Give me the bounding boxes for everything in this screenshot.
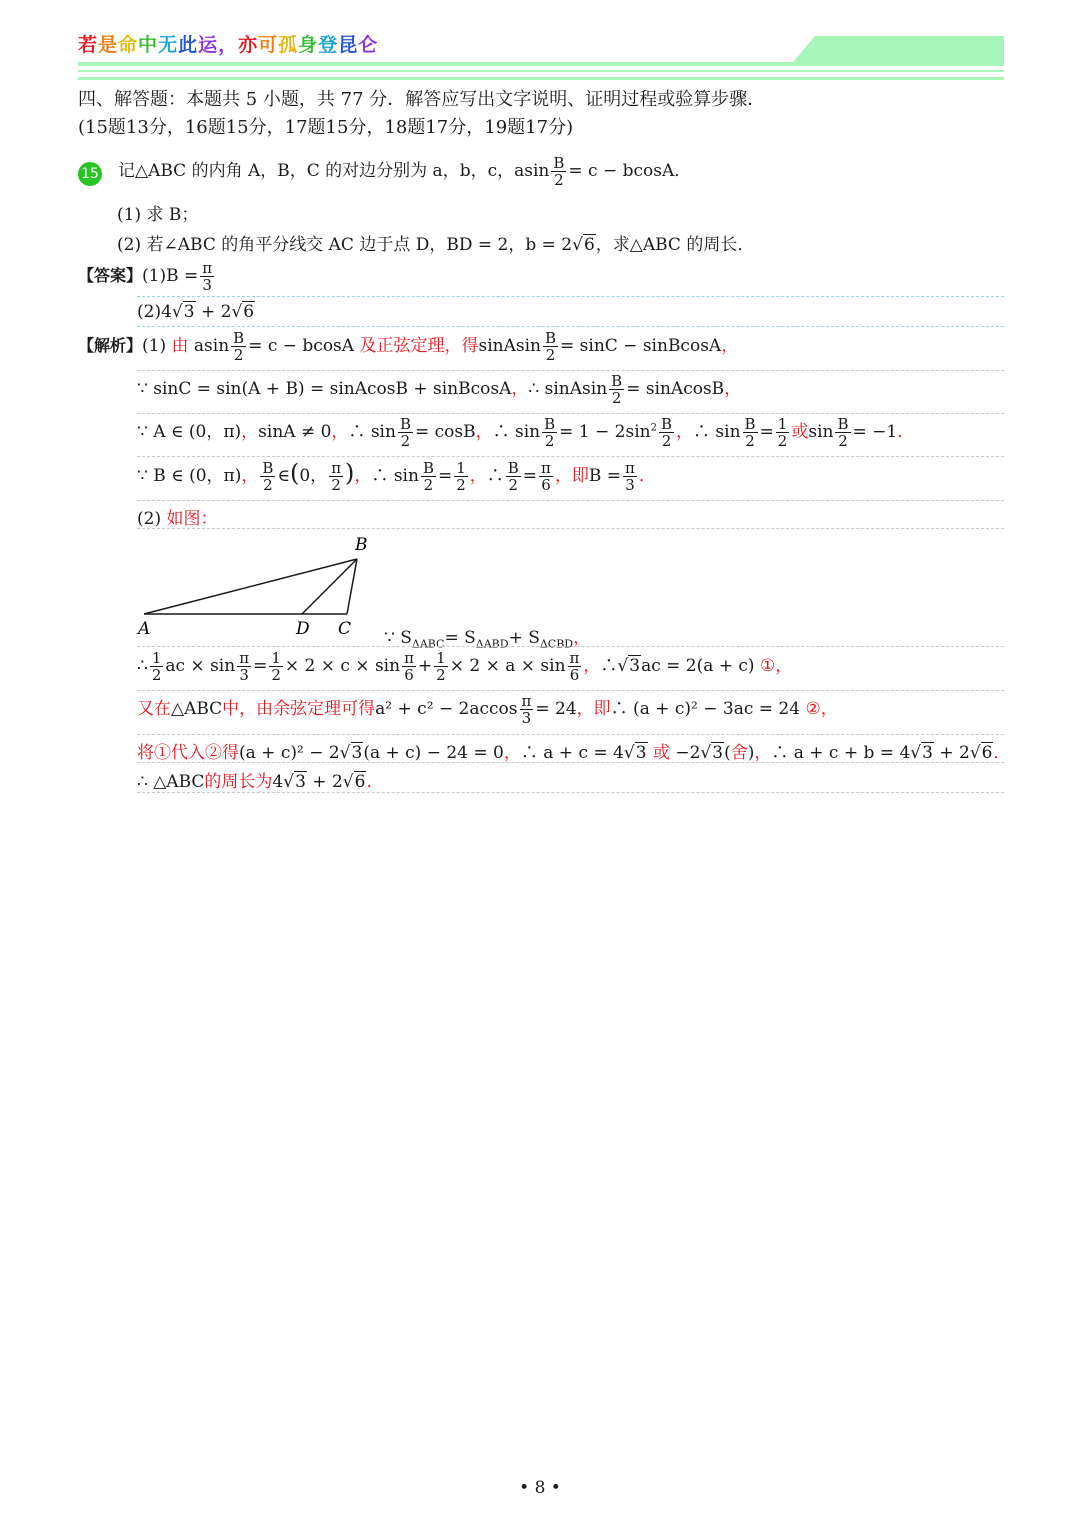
slogan-char: 身 — [298, 34, 319, 56]
problem-number-badge: 15 — [78, 162, 102, 186]
area-equation: ∵ $S_{\Delta ABC}= S_{\Delta ABD}+ S_{\Delta CBD}$， — [384, 628, 591, 651]
analysis-label: 【解析】 — [78, 336, 143, 355]
slogan-char: 孤 — [278, 34, 299, 56]
triangle-figure — [130, 530, 390, 645]
slogan-char: 若 — [78, 34, 99, 56]
divider — [137, 456, 1004, 457]
section-title: 四、解答题：本题共 5 小题，共 77 分．解答应写出文字说明、证明过程或验算步骤． — [78, 89, 766, 110]
page-number: • 8 • — [519, 1478, 561, 1498]
answer-line-2: (2)4√3 + 2√6 — [137, 302, 255, 322]
slogan-char: 运 — [198, 34, 219, 56]
divider — [137, 734, 1004, 735]
analysis-line-1: 【解析】(1) 由 asin $\frac{B}{2}$ = c − bcosA 及正弦定理，得sinAsin $\frac{B}{2}$ = sinC − sinBcosA， — [78, 329, 739, 364]
problem-part2: (2) 若∠ABC 的角平分线交 AC 边于点 D，BD = 2，b = 2√6，求△ABC 的周长． — [117, 235, 755, 255]
answer-label: 【答案】 — [78, 266, 143, 285]
divider — [137, 500, 1004, 501]
divider — [137, 370, 1004, 371]
slogan-char: 昆 — [338, 34, 359, 56]
analysis-line-2: ∵ sinC = sin(A + B) = sinAcosB + sinBcosA，∴ sinAsin $\frac{B}{2}$ = sinAcosB， — [137, 372, 742, 407]
vertex-label-d: D — [296, 619, 310, 639]
divider — [137, 792, 1004, 793]
divider — [137, 413, 1004, 414]
vertex-label-b: B — [355, 535, 368, 555]
slogan-char: 中 — [138, 34, 159, 56]
divider — [137, 528, 1004, 529]
slogan-char: 是 — [98, 34, 119, 56]
problem-stem: 记△ABC 的内角 A，B，C 的对边分别为 a，b，c，asin $\frac{B}{2}$ = c − bcosA． — [118, 154, 692, 189]
answer-line-1: 【答案】(1)B = $\frac{\pi}{3}$ — [78, 259, 213, 294]
analysis-line-6: ∴ $\frac{1}{2}$ ac × sin $\frac{\pi}{3}$ = $\frac{1}{2}$ × 2 × c × sin $\frac{\pi}{6}$ + $\frac{1}{2}$ × 2 × a × sin $\frac{\pi}{6}$ ，∴√3ac = 2(a + c) ①， — [137, 649, 793, 684]
slogan-char: 仑 — [358, 34, 379, 56]
slogan-char: 此 — [178, 34, 199, 56]
slogan-char: ， — [218, 34, 239, 56]
analysis-line-9: ∴ △ABC的周长为4√3 + 2√6． — [137, 772, 384, 792]
vertex-label-a: A — [138, 619, 151, 639]
slogan-char: 登 — [318, 34, 339, 56]
problem-part1: (1) 求 B； — [117, 205, 199, 225]
divider — [137, 296, 1004, 297]
divider — [137, 690, 1004, 691]
slogan-char: 可 — [258, 34, 279, 56]
analysis-line-7: 又在△ABC中，由余弦定理可得a² + c² − 2accos $\frac{\pi}{3}$ = 24，即∴ (a + c)² − 3ac = 24 ②， — [137, 692, 838, 727]
analysis-line-3: ∵ A ∈ (0，π)，sinA ≠ 0，∴ sin $\frac{B}{2}$ = cosB，∴ sin $\frac{B}{2}$ = $1 - 2\sin^2$ $\frac{B}{2}$ ，∴ sin $\frac{B}{2}$ = $\frac{1}{2}$ 或sin $\frac{B}{2}$ = −1． — [137, 415, 915, 450]
header-band — [0, 30, 1080, 82]
vertex-label-c: C — [338, 619, 352, 639]
divider — [137, 646, 1004, 647]
section-subtitle: (15题13分，16题15分，17题15分，18题17分，19题17分) — [78, 117, 574, 138]
analysis-line-4: ∵ B ∈ (0，π)， $\frac{B}{2}$ ∈(0， $\frac{\pi}{2}$ )，∴ sin $\frac{B}{2}$ = $\frac{1}{2}$ ，∴ $\frac{B}{2}$ = $\frac{\pi}{6}$ ，即B = $\frac{\pi}{3}$ ． — [137, 459, 656, 494]
slogan-char: 命 — [118, 34, 139, 56]
slogan-char: 亦 — [238, 34, 259, 56]
divider — [137, 326, 1004, 327]
analysis-line-8: 将①代入②得(a + c)² − 2√3(a + c) − 24 = 0，∴ a + c = 4√3 或 −2√3(舍)，∴ a + c + b = 4√3 + 2√6． — [137, 743, 1011, 763]
divider — [137, 762, 1004, 763]
analysis-part2-heading: (2) 如图： — [137, 509, 218, 529]
slogan-char: 无 — [158, 34, 179, 56]
